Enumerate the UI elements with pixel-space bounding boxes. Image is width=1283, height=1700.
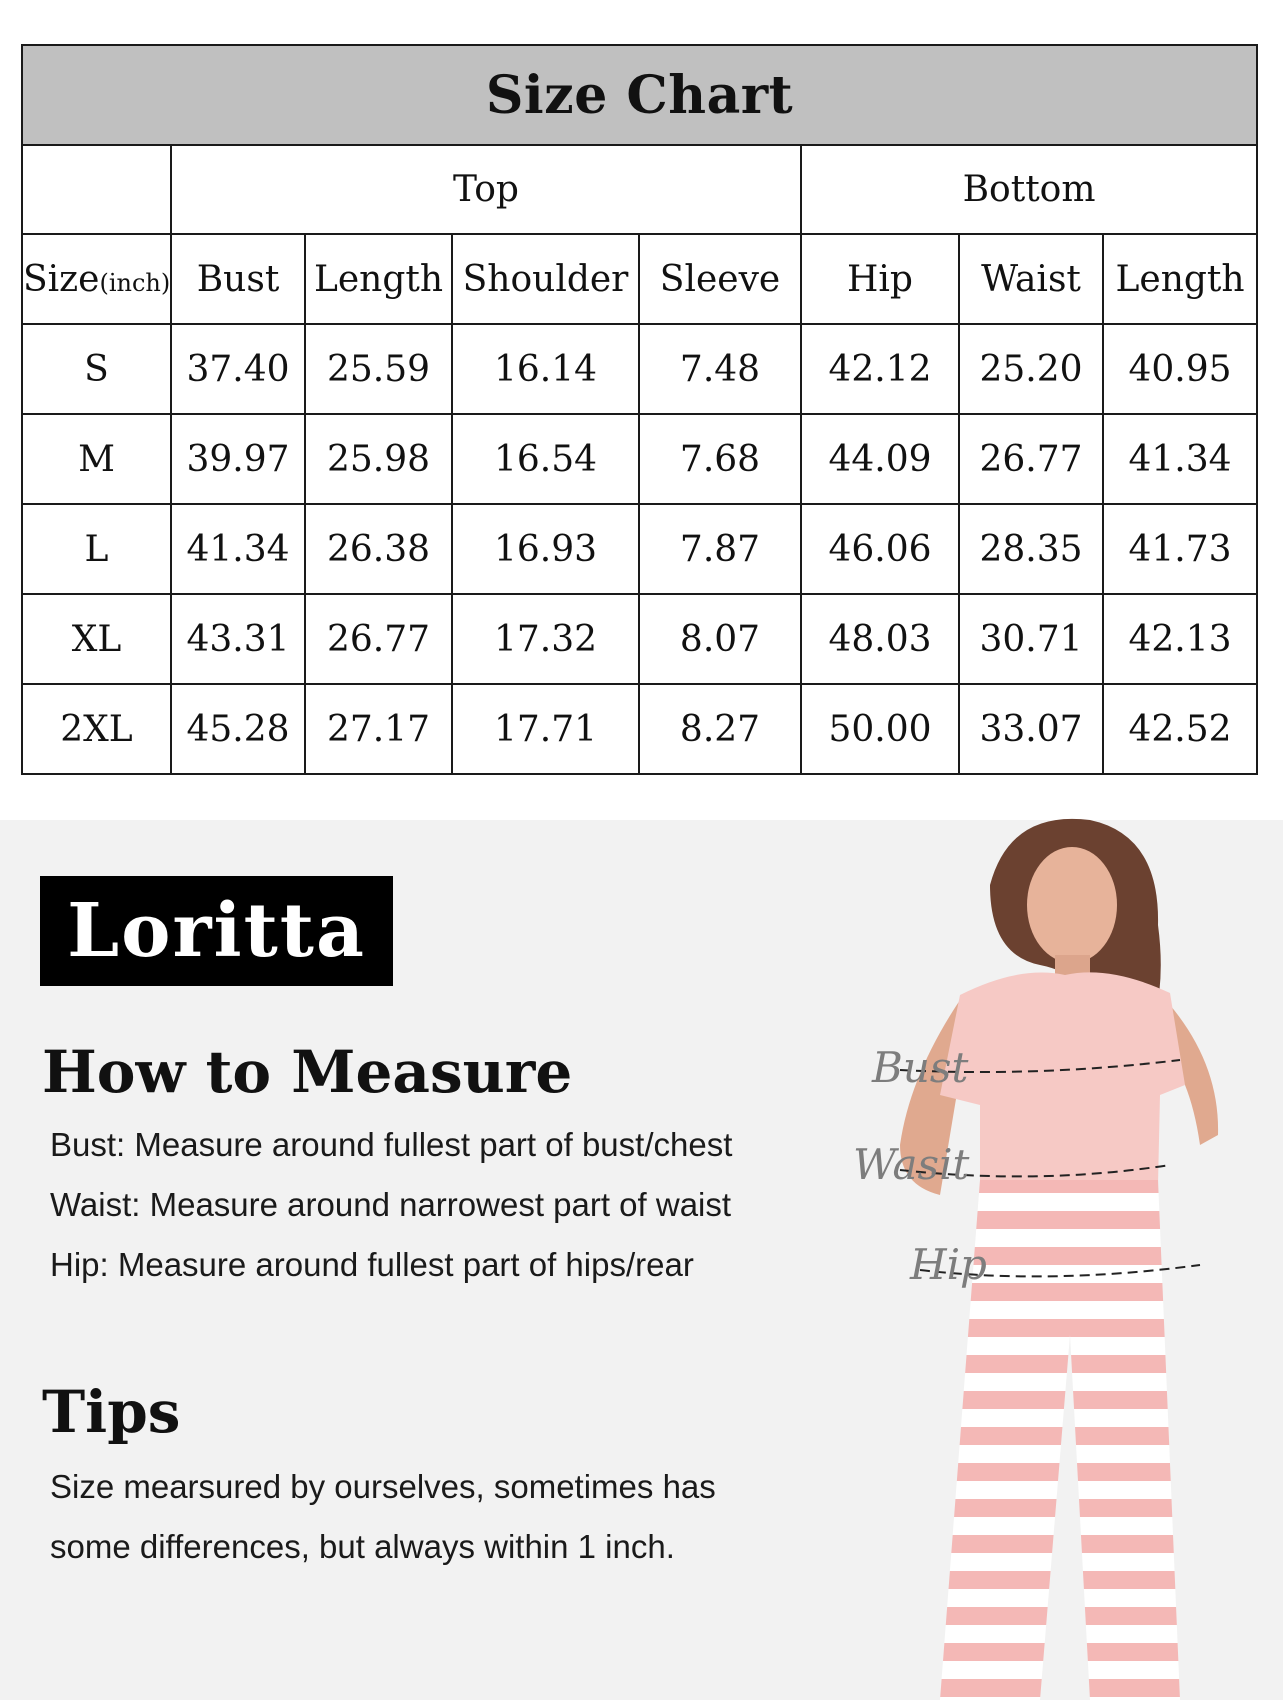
table-row <box>22 414 1257 504</box>
value-cell: 44.09 <box>801 414 959 504</box>
measure-heading: How to Measure <box>42 1038 573 1106</box>
column-header: Length <box>1103 234 1257 324</box>
bust-label: Bust <box>872 1043 969 1092</box>
value-cell: 8.27 <box>639 684 801 774</box>
value-cell: 25.20 <box>959 324 1103 414</box>
size-chart-title: Size Chart <box>22 45 1257 145</box>
column-header: Length <box>305 234 452 324</box>
table-row <box>22 684 1257 774</box>
value-cell: 7.68 <box>639 414 801 504</box>
value-cell: 41.34 <box>1103 414 1257 504</box>
value-cell: 8.07 <box>639 594 801 684</box>
value-cell: 40.95 <box>1103 324 1257 414</box>
value-cell: 28.35 <box>959 504 1103 594</box>
measure-line-hip: Hip: Measure around fullest part of hips/rear <box>50 1246 694 1283</box>
value-cell: 33.07 <box>959 684 1103 774</box>
value-cell: 39.97 <box>171 414 305 504</box>
tips-line: Size mearsured by ourselves, sometimes has <box>50 1468 716 1505</box>
value-cell: 25.59 <box>305 324 452 414</box>
size-cell: L <box>22 504 171 594</box>
value-cell: 16.14 <box>452 324 639 414</box>
value-cell: 26.77 <box>959 414 1103 504</box>
column-header: Hip <box>801 234 959 324</box>
size-cell: 2XL <box>22 684 171 774</box>
value-cell: 16.54 <box>452 414 639 504</box>
size-header-unit: (inch) <box>99 268 171 297</box>
corner-cell <box>22 145 171 234</box>
size-cell: S <box>22 324 171 414</box>
value-cell: 46.06 <box>801 504 959 594</box>
measure-line-bust: Bust: Measure around fullest part of bust/chest <box>50 1126 733 1163</box>
tips-heading: Tips <box>42 1378 181 1446</box>
value-cell: 16.93 <box>452 504 639 594</box>
model-illustration <box>840 815 1280 1700</box>
column-header: Shoulder <box>452 234 639 324</box>
value-cell: 41.73 <box>1103 504 1257 594</box>
value-cell: 25.98 <box>305 414 452 504</box>
group-top: Top <box>171 145 801 234</box>
waist-label: Wasit <box>853 1140 970 1189</box>
size-cell: XL <box>22 594 171 684</box>
value-cell: 48.03 <box>801 594 959 684</box>
shirt-shape <box>940 972 1185 1185</box>
value-cell: 42.13 <box>1103 594 1257 684</box>
value-cell: 26.38 <box>305 504 452 594</box>
value-cell: 42.12 <box>801 324 959 414</box>
value-cell: 26.77 <box>305 594 452 684</box>
brand-logo: Loritta <box>40 876 393 986</box>
measure-line-waist: Waist: Measure around narrowest part of waist <box>50 1186 732 1223</box>
column-header: Sleeve <box>639 234 801 324</box>
hip-label: Hip <box>910 1240 987 1289</box>
value-cell: 43.31 <box>171 594 305 684</box>
value-cell: 45.28 <box>171 684 305 774</box>
table-row <box>22 504 1257 594</box>
value-cell: 30.71 <box>959 594 1103 684</box>
group-bottom: Bottom <box>801 145 1257 234</box>
size-cell: M <box>22 414 171 504</box>
size-header <box>22 234 171 324</box>
value-cell: 41.34 <box>171 504 305 594</box>
size-header-label: Size <box>23 258 100 300</box>
value-cell: 7.87 <box>639 504 801 594</box>
value-cell: 17.71 <box>452 684 639 774</box>
table-row <box>22 324 1257 414</box>
value-cell: 17.32 <box>452 594 639 684</box>
value-cell: 50.00 <box>801 684 959 774</box>
size-chart-table <box>21 44 1258 775</box>
value-cell: 42.52 <box>1103 684 1257 774</box>
value-cell: 27.17 <box>305 684 452 774</box>
column-header: Waist <box>959 234 1103 324</box>
column-header: Bust <box>171 234 305 324</box>
face-shape <box>1027 847 1117 963</box>
tips-line: some differences, but always within 1 inch. <box>50 1528 675 1565</box>
value-cell: 7.48 <box>639 324 801 414</box>
value-cell: 37.40 <box>171 324 305 414</box>
table-row <box>22 594 1257 684</box>
